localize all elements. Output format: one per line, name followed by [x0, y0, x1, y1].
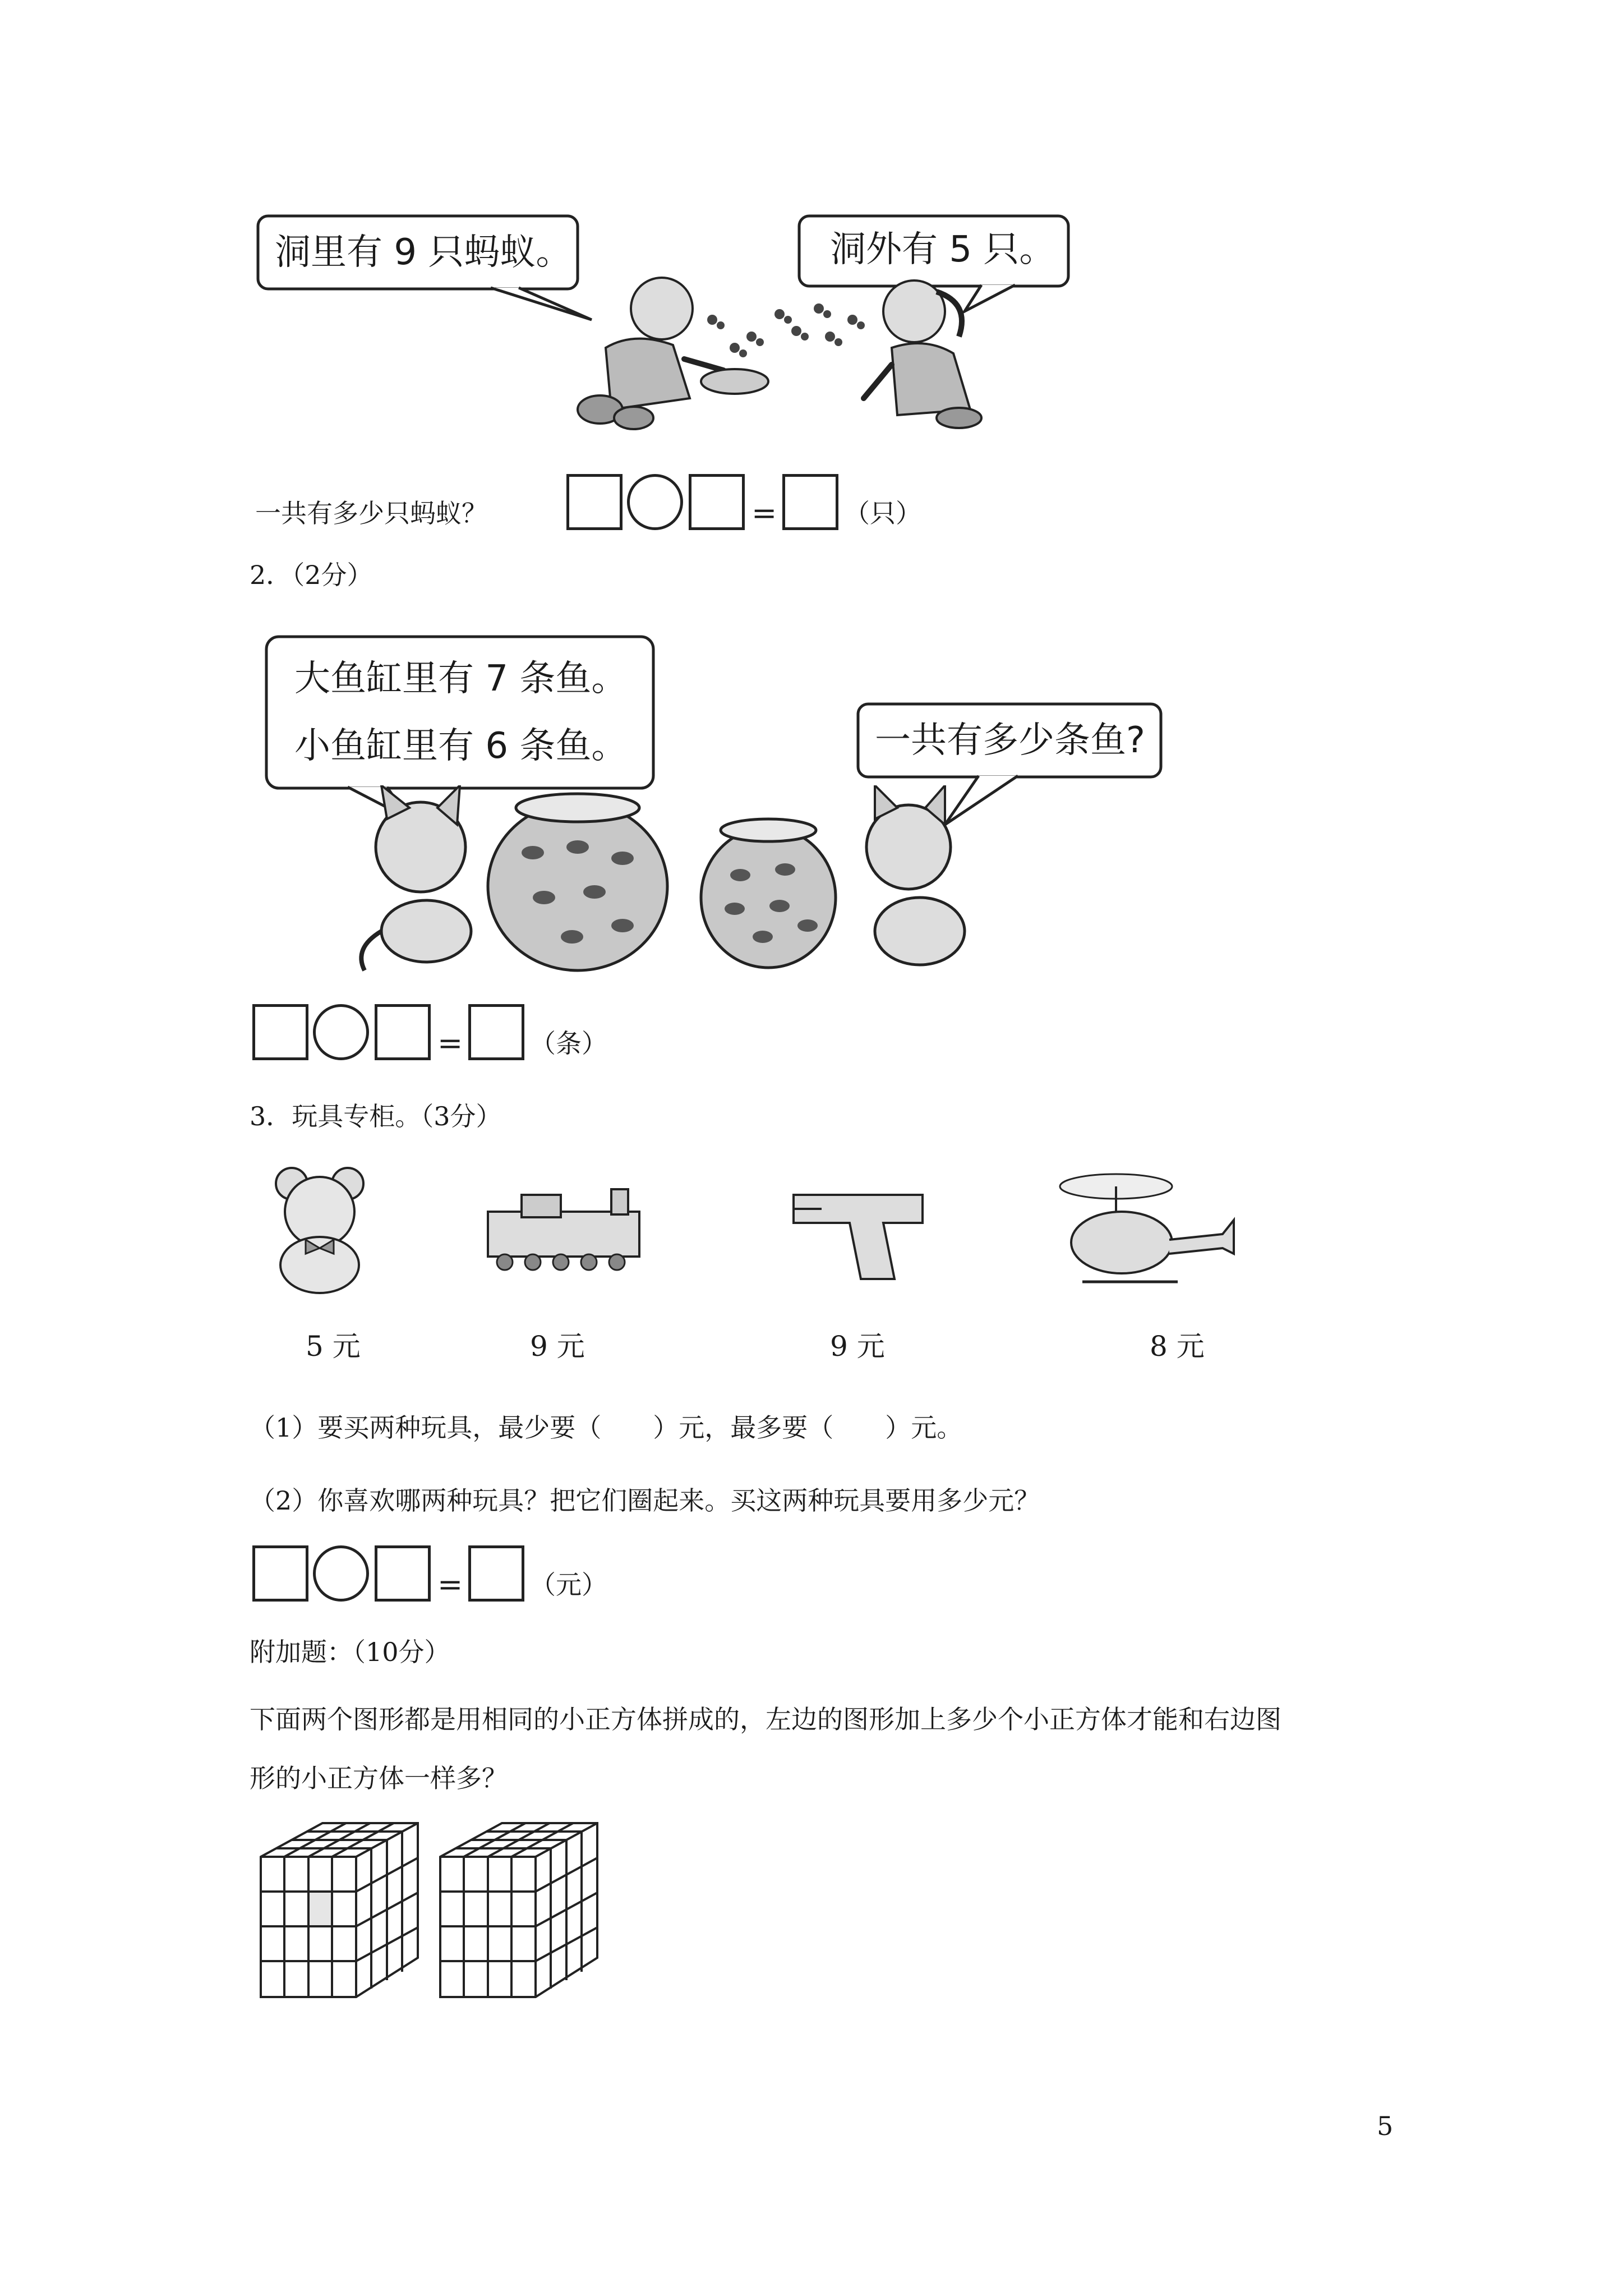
cube-figure-left — [261, 1823, 418, 1997]
toy-price: 8 元 — [1150, 1330, 1205, 1363]
bonus-heading: 附加题：（10分） — [250, 1637, 450, 1667]
answer-box-1[interactable] — [566, 474, 623, 530]
answer-box-result[interactable] — [468, 1004, 524, 1060]
equals-sign: = — [437, 1025, 463, 1061]
operator-circle[interactable] — [313, 1545, 369, 1602]
equals-sign: = — [437, 1567, 463, 1602]
toy-gun-image — [788, 1184, 928, 1285]
answer-box-1[interactable] — [252, 1545, 308, 1602]
bonus-line-2: 形的小正方体一样多？ — [250, 1763, 508, 1793]
toy-price: 9 元 — [530, 1330, 585, 1363]
q3-sub1: （1）要买两种玩具，最少要（ ）元，最多要（ ）元。 — [250, 1412, 963, 1443]
answer-box-result[interactable] — [782, 474, 838, 530]
answer-box-1[interactable] — [252, 1004, 308, 1060]
operator-circle[interactable] — [313, 1004, 369, 1060]
equals-sign: = — [751, 495, 777, 531]
q2-heading: 2．（2分） — [250, 560, 373, 590]
cube-figure-right — [440, 1823, 597, 1997]
answer-box-2[interactable] — [375, 1004, 431, 1060]
answer-box-2[interactable] — [689, 474, 745, 530]
q3-sub2: （2）你喜欢哪两种玩具？把它们圈起来。买这两种玩具要用多少元？ — [250, 1485, 1040, 1516]
bonus-line-1: 下面两个图形都是用相同的小正方体拼成的，左边的图形加上多少个小正方体才能和右边图 — [250, 1704, 1281, 1734]
teddy-bear-image — [258, 1161, 381, 1296]
train-image — [482, 1184, 651, 1279]
toy-price: 5 元 — [306, 1330, 361, 1363]
page-number: 5 — [1377, 2111, 1394, 2141]
bubble-line-2: 小鱼缸里有 6 条鱼。 — [294, 725, 628, 767]
unit-label: （只） — [844, 498, 921, 528]
answer-box-2[interactable] — [375, 1545, 431, 1602]
unit-label: （条） — [530, 1028, 607, 1059]
unit-label: （元） — [530, 1570, 607, 1600]
children-ants-image — [566, 269, 998, 432]
cube-figures — [255, 1818, 603, 2003]
answer-box-result[interactable] — [468, 1545, 524, 1602]
cats-fishbowls-image — [342, 785, 1183, 976]
helicopter-image — [1054, 1170, 1239, 1293]
bubble-right-text: 洞外有 5 只。 — [830, 229, 1055, 270]
q1-question: 一共有多少只蚂蚁？ — [255, 498, 487, 528]
bubble-line-1: 大鱼缸里有 7 条鱼。 — [294, 658, 628, 700]
bubble-left-text: 洞里有 9 只蚂蚁。 — [275, 232, 572, 273]
operator-circle[interactable] — [627, 474, 683, 530]
bubble-question-text: 一共有多少条鱼? — [875, 720, 1145, 761]
q3-heading: 3．玩具专柜。（3分） — [250, 1101, 502, 1131]
toy-price: 9 元 — [830, 1330, 885, 1363]
